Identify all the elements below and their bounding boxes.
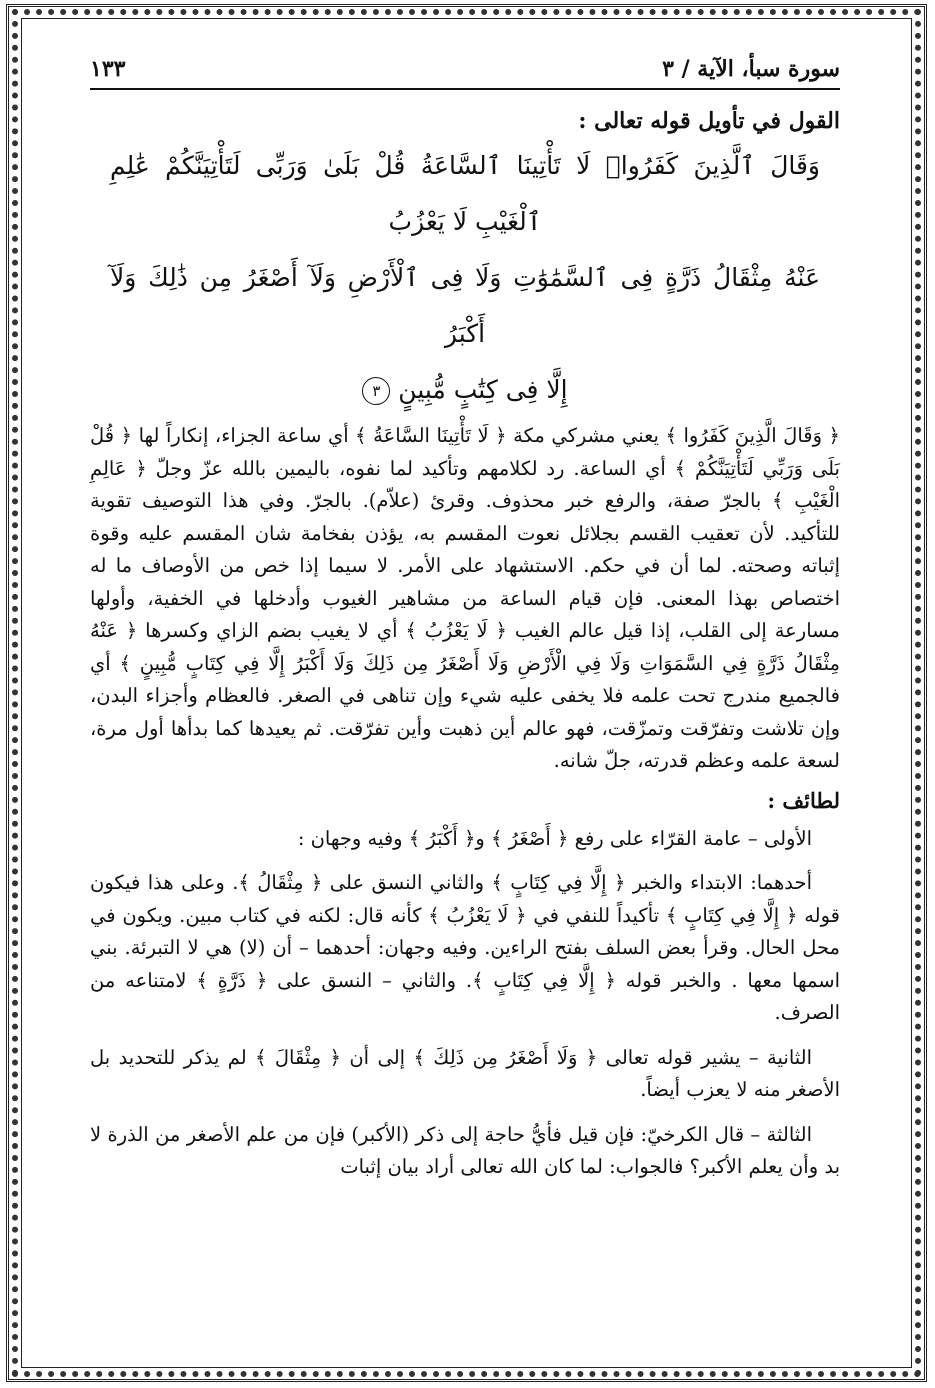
surah-reference: سورة سبأ، الآية / ٣ xyxy=(662,56,840,82)
section-title: القول في تأويل قوله تعالى : xyxy=(578,108,840,134)
verse-line-3 xyxy=(110,362,820,418)
page-number: ١٣٣ xyxy=(90,56,126,82)
lataif-heading: لطائف : xyxy=(767,787,840,813)
lataif-paragraph-4: الثالثة – قال الكرخيّ: فإن قيل فأيُّ حاجة إلى ذكر (الأكبر) فإن من علم الأصغر من الذرة لا بد وأن يعلم الأكبر؟ فالجواب: لما كان الله تعالى أراد بيان إثبات xyxy=(90,1122,840,1178)
ayah-number-marker: ٣ xyxy=(362,377,390,405)
lataif-paragraph-1: الأولى – عامة القرّاء على رفع ﴿ أَصْغَرُ ﴾ و﴿ أَكْبَرُ ﴾ وفيه وجهان : xyxy=(297,826,812,850)
tafsir-paragraph-1: ﴿ وَقَالَ الَّذِينَ كَفَرُوا ﴾ يعني مشركي مكة ﴿ لَا تَأْتِينَا السَّاعَةُ ﴾ أي ساعة الجزاء، إنكاراً لها ﴿ قُلْ بَلَى وَرَبِّي لَتَأْتِيَنَّكُمْ ﴾ أي الساعة. رد لكلامهم وتأكيد لما نفوه، باليمين بالله عزّ وجلّ ﴿ عَالِمِ الْغَيْبِ ﴾ بالجرّ صفة، والرفع خبر محذوف. وقرئ (علاّم). بالجرّ. وفي هذا التوصيف تقوية للتأكيد. لأن تعقيب القسم بجلائل نعوت المقسم به، يؤذن بفخامة شان المقسم عليه وقوة إثباته وصحته. لما أن في حكم. الاستشهاد على الأمر. لا سيما إذا خص من الأوصاف ما له اختصاص بهذا المعنى. فإن قيام الساعة من مشاهير الغيوب وأدخلها في الخفية، وأولها مسارعة إلى القلب، إذا قيل عالم الغيب ﴿ لَا يَعْزُبُ ﴾ أي لا يغيب بضم الزاي وكسرها ﴿ عَنْهُ مِثْقَالُ ذَرَّةٍ فِي السَّمَوَاتِ وَلَا فِي الْأَرْضِ وَلَا أَصْغَرُ مِن ذَلِكَ وَلَا أَكْبَرُ إِلَّا فِي كِتَابٍ مُّبِينٍ ﴾ أي فالجميع مندرج تحت علمه فلا يخفى عليه شيء وإن تناهى في الصغر. فالعظام وأجزاء البدن، وإن تلاشت وتفرّقت وتمزّقت، فهو عالم أين ذهبت وأين تفرّقت. ثم يعيدها كما بدأها أول مرة، لسعة علمه وعظم قدرته، جلّ شانه. xyxy=(90,424,841,772)
lataif-paragraph-2: أحدهما: الابتداء والخبر ﴿ إِلَّا فِي كِتَابٍ ﴾ والثاني النسق على ﴿ مِثْقَالُ ﴾. وعلى هذا فيكون قوله ﴿ إِلَّا فِي كِتَابٍ ﴾ تأكيداً للنفي في ﴿ لَا يَعْزُبُ ﴾ كأنه قال: لكنه في كتاب مبين. ويكون في محل الحال. وقرأ بعض السلف بفتح الراءين. وفيه وجهان: أحدهما – أن (لا) هي لا التبرئة. بني اسمها معها . والخبر قوله ﴿ إِلَّا فِي كِتَابٍ ﴾. والثاني – النسق على ﴿ ذَرَّةٍ ﴾ لامتناعه من الصرف. xyxy=(90,871,840,1024)
verse-line-1: وَقَالَ ٱلَّذِينَ كَفَرُوا۟ لَا تَأْتِينَا ٱلسَّاعَةُ قُلْ بَلَىٰ وَرَبِّى لَتَأْتِيَنَّكُمْ عَٰلِمِ ٱلْغَيْبِ لَا يَعْزُبُ xyxy=(110,151,820,236)
verse-line-2: عَنْهُ مِثْقَالُ ذَرَّةٍ فِى ٱلسَّمَٰوَٰتِ وَلَا فِى ٱلْأَرْضِ وَلَآ أَصْغَرُ مِن ذَٰلِكَ وَلَآ أَكْبَرُ xyxy=(110,263,820,348)
page-content xyxy=(90,56,840,1328)
lataif-paragraph-3: الثانية – يشير قوله تعالى ﴿ وَلَا أَصْغَرُ مِن ذَلِكَ ﴾ إلى أن ﴿ مِثْقَالَ ﴾ لم يذكر للتحديد بل الأصغر منه لا يعزب أيضاً. xyxy=(90,1045,840,1101)
running-header xyxy=(90,56,840,90)
verse-line-3-text: إِلَّا فِى كِتَٰبٍ مُّبِينٍ xyxy=(398,375,568,404)
quran-verse-block xyxy=(110,138,820,418)
